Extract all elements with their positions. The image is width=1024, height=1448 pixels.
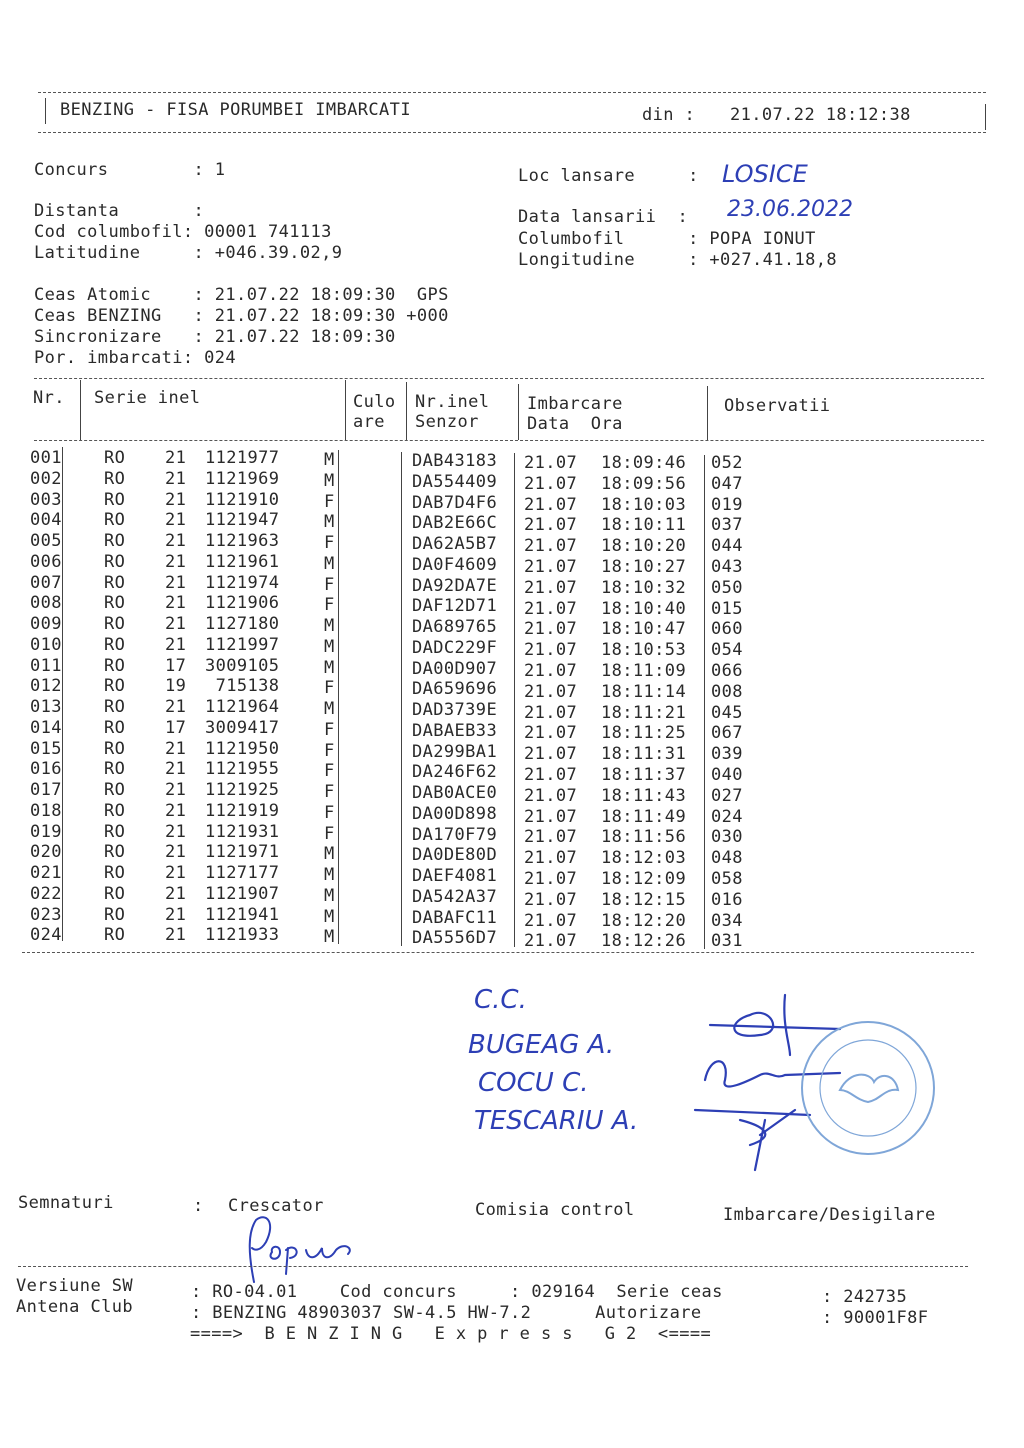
row-ora: 18:11:14 [601,681,687,702]
row-sex: F [324,823,335,844]
col-header-observatii: Observatii [724,396,831,416]
cod-columbofil-field: Cod columbofil: 00001 741113 [34,222,332,242]
row-observatii: 058 [711,869,743,889]
row-senzor: DAB0ACE0 [412,783,498,803]
row-tara: RO [104,863,126,883]
row-data: 21.07 [524,619,578,640]
row-an: 21 [165,821,187,842]
row-inel: 1121910 [205,489,280,510]
row-ora: 18:11:09 [601,661,687,681]
row-ora: 18:11:43 [601,785,687,806]
row-tara: RO [104,697,126,717]
row-data: 21.07 [524,848,578,869]
col-header-imbarcare-1: Imbarcare [527,394,623,414]
row-inel: 1121955 [205,759,280,780]
row-sex: F [324,533,335,553]
row-tara: RO [104,593,126,614]
table-row [0,780,1024,806]
serie-ceas-value: : 242735 [822,1287,908,1307]
row-senzor: DA542A37 [412,886,498,907]
table-row [0,634,1024,661]
row-observatii: 044 [711,536,743,557]
row-tara: RO [104,821,126,842]
row-sex: M [324,865,335,885]
row-sex: F [324,595,335,616]
row-tara: RO [104,655,126,676]
row-ora: 18:12:03 [601,848,687,869]
row-nr: 002 [30,468,62,489]
row-an: 21 [165,697,187,717]
row-an: 21 [165,468,187,489]
row-sex: M [324,553,335,574]
row-sex: M [324,616,335,636]
row-inel: 1121947 [205,510,280,531]
row-tara: RO [104,842,126,863]
row-inel: 1121974 [205,572,280,593]
col-header-nr: Nr. [33,388,65,408]
row-senzor: DA554409 [412,471,498,492]
row-data: 21.07 [524,681,578,702]
row-an: 21 [165,572,187,593]
row-an: 21 [165,925,187,946]
row-nr: 022 [30,883,62,904]
table-row [0,468,1024,494]
row-ora: 18:10:40 [601,598,687,619]
row-ora: 18:12:09 [601,869,687,889]
table-row [0,904,1024,931]
row-ora: 18:12:15 [601,889,687,910]
table-row [0,572,1024,598]
col-divider-culoare-header [406,382,407,440]
row-senzor: DAD3739E [412,700,498,720]
row-sex: M [324,450,335,470]
row-an: 21 [165,904,187,925]
commission-handwritten-3: COCU C. [478,1068,589,1098]
row-senzor: DAB2E66C [412,513,498,534]
row-data: 21.07 [524,806,578,827]
table-row [0,925,1024,952]
row-observatii: 030 [711,827,743,848]
row-ora: 18:10:32 [601,577,687,598]
row-observatii: 027 [711,785,743,806]
row-inel: 1121969 [205,468,280,489]
table-row [0,759,1024,785]
row-nr: 023 [30,904,62,925]
row-observatii: 040 [711,765,743,785]
row-tara: RO [104,489,126,510]
row-an: 21 [165,842,187,863]
row-sex: F [324,678,335,699]
row-an: 17 [165,655,187,676]
row-sex: F [324,802,335,823]
data-lansarii-handwritten: 23.06.2022 [727,197,853,222]
header-right-border [985,104,986,130]
row-observatii: 016 [711,889,743,910]
row-an: 21 [165,448,187,468]
row-tara: RO [104,572,126,593]
row-data: 21.07 [524,765,578,785]
row-inel: 1121931 [205,821,280,842]
row-data: 21.07 [524,494,578,515]
table-row [0,863,1024,889]
row-nr: 019 [30,821,62,842]
row-ora: 18:12:26 [601,931,687,952]
row-data: 21.07 [524,869,578,889]
row-sex: M [324,657,335,678]
row-inel: 1121977 [205,448,280,468]
antena-club-label: Antena Club [16,1297,133,1317]
table-row [0,448,1024,473]
header-left-border [45,98,46,124]
row-nr: 006 [30,551,62,572]
row-nr: 008 [30,593,62,614]
row-nr: 007 [30,572,62,593]
row-nr: 014 [30,717,62,738]
row-senzor: DA0F4609 [412,554,498,575]
commission-stamp [790,1010,940,1170]
row-ora: 18:10:03 [601,494,687,515]
row-data: 21.07 [524,827,578,848]
ceas-atomic-field: Ceas Atomic : 21.07.22 18:09:30 GPS [34,285,449,305]
table-row [0,489,1024,515]
footer-divider [18,1266,968,1267]
row-observatii: 054 [711,640,743,661]
row-tara: RO [104,925,126,946]
row-an: 21 [165,800,187,821]
row-data: 21.07 [524,702,578,723]
table-row [0,800,1024,827]
table-row [0,655,1024,681]
row-observatii: 043 [711,557,743,577]
row-observatii: 019 [711,494,743,515]
row-ora: 18:12:20 [601,910,687,931]
table-row [0,676,1024,702]
row-an: 21 [165,531,187,551]
row-sex: M [324,636,335,657]
row-inel: 1121933 [205,925,280,946]
ceas-benzing-field: Ceas BENZING : 21.07.22 18:09:30 +000 [34,306,449,326]
row-inel: 1121925 [205,780,280,800]
row-ora: 18:10:11 [601,515,687,536]
row-data: 21.07 [524,577,578,598]
row-ora: 18:10:20 [601,536,687,557]
din-label: din : [642,105,696,125]
row-observatii: 024 [711,806,743,827]
row-nr: 012 [30,676,62,697]
row-nr: 009 [30,614,62,634]
row-sex: M [324,699,335,719]
table-row [0,717,1024,744]
row-an: 21 [165,489,187,510]
row-ora: 18:09:56 [601,473,687,494]
crescator-label: Crescator [228,1196,324,1216]
row-ora: 18:11:56 [601,827,687,848]
longitudine-field: Longitudine : +027.41.18,8 [518,250,838,270]
row-senzor: DAB7D4F6 [412,492,498,513]
row-sex: M [324,844,335,865]
row-data: 21.07 [524,640,578,661]
row-inel: 1121963 [205,531,280,551]
page-title: BENZING - FISA PORUMBEI IMBARCATI [60,100,411,120]
row-observatii: 067 [711,723,743,744]
sincronizare-field: Sincronizare : 21.07.22 18:09:30 [34,327,396,347]
row-tara: RO [104,883,126,904]
semnaturi-colon: : [193,1196,204,1216]
row-inel: 3009105 [205,655,280,676]
row-nr: 015 [30,738,62,759]
row-sex: F [324,740,335,761]
row-observatii: 066 [711,661,743,681]
row-ora: 18:10:27 [601,557,687,577]
row-data: 21.07 [524,536,578,557]
semnaturi-label: Semnaturi [18,1193,114,1213]
row-an: 21 [165,593,187,614]
header-top-border [38,92,986,93]
row-an: 21 [165,738,187,759]
row-tara: RO [104,448,126,468]
loc-lansare-field: Loc lansare : [518,166,699,186]
row-an: 21 [165,614,187,634]
footer-line-1: : RO-04.01 Cod concurs : 029164 Serie ceas [191,1282,723,1302]
row-observatii: 047 [711,473,743,494]
row-observatii: 037 [711,515,743,536]
row-observatii: 015 [711,598,743,619]
row-inel: 1121971 [205,842,280,863]
table-top-border [34,378,984,379]
table-row [0,614,1024,640]
row-sex: F [324,719,335,740]
row-inel: 1121941 [205,904,280,925]
row-sex: F [324,491,335,512]
loc-lansare-handwritten: LOSICE [722,160,808,188]
table-row [0,531,1024,557]
row-observatii: 008 [711,681,743,702]
row-nr: 001 [30,448,62,468]
row-data: 21.07 [524,931,578,952]
row-nr: 017 [30,780,62,800]
col-header-culoare-1: Culo [353,392,396,412]
row-observatii: 050 [711,577,743,598]
row-inel: 1127180 [205,614,280,634]
row-tara: RO [104,676,126,697]
latitudine-field: Latitudine : +046.39.02,9 [34,243,343,263]
row-senzor: DAEF4081 [412,866,498,886]
row-senzor: DABAEB33 [412,720,498,741]
row-senzor: DA00D898 [412,803,498,824]
row-senzor: DADC229F [412,637,498,658]
row-senzor: DA0DE80D [412,845,498,866]
versiune-sw-label: Versiune SW [16,1276,133,1296]
row-observatii: 031 [711,931,743,952]
row-data: 21.07 [524,598,578,619]
row-nr: 016 [30,759,62,780]
table-row [0,593,1024,619]
row-inel: 1121997 [205,634,280,655]
row-senzor: DA00D907 [412,658,498,679]
row-data: 21.07 [524,785,578,806]
row-ora: 18:11:31 [601,744,687,765]
row-ora: 18:11:21 [601,702,687,723]
row-ora: 18:11:37 [601,765,687,785]
row-nr: 021 [30,863,62,883]
row-inel: 715138 [205,676,280,697]
row-nr: 005 [30,531,62,551]
distanta-field: Distanta : [34,201,205,221]
row-inel: 1127177 [205,863,280,883]
row-tara: RO [104,717,126,738]
commission-handwritten-2: BUGEAG A. [468,1030,615,1060]
row-sex: M [324,885,335,906]
row-observatii: 060 [711,619,743,640]
row-tara: RO [104,468,126,489]
row-senzor: DABAFC11 [412,907,498,928]
row-tara: RO [104,759,126,780]
row-nr: 010 [30,634,62,655]
col-divider-nrinel-header [518,384,519,440]
table-row [0,883,1024,910]
row-an: 21 [165,780,187,800]
row-tara: RO [104,551,126,572]
row-sex: M [324,927,335,948]
row-observatii: 039 [711,744,743,765]
benzing-express-banner: ====> B E N Z I N G E x p r e s s G 2 <==== [190,1324,712,1344]
row-sex: F [324,782,335,802]
table-bottom-border [22,952,974,953]
col-header-nrinel-2: Senzor [415,412,479,432]
table-row [0,551,1024,577]
row-senzor: DAF12D71 [412,596,498,617]
col-divider-serie-header [345,380,346,440]
table-row [0,842,1024,869]
row-tara: RO [104,780,126,800]
row-data: 21.07 [524,557,578,577]
table-header-divider [34,440,984,441]
row-an: 21 [165,634,187,655]
row-nr: 011 [30,655,62,676]
concurs-field: Concurs : 1 [34,160,226,180]
row-an: 19 [165,676,187,697]
col-divider-nr-header [80,380,81,440]
commission-handwritten-4: TESCARIU A. [474,1106,639,1136]
row-senzor: DA5556D7 [412,928,498,949]
row-inel: 3009417 [205,717,280,738]
row-nr: 024 [30,925,62,946]
footer-line-2: : BENZING 48903037 SW-4.5 HW-7.2 Autorizare [191,1303,702,1323]
row-nr: 020 [30,842,62,863]
row-ora: 18:09:46 [601,453,687,473]
row-inel: 1121919 [205,800,280,821]
header-bottom-border [38,132,986,133]
col-header-culoare-2: are [353,412,385,432]
row-ora: 18:10:53 [601,640,687,661]
row-an: 21 [165,863,187,883]
row-senzor: DA299BA1 [412,741,498,762]
crescator-signature-image [236,1212,366,1287]
row-senzor: DA92DA7E [412,575,498,596]
row-sex: M [324,512,335,533]
row-sex: F [324,761,335,782]
row-senzor: DA246F62 [412,762,498,783]
row-ora: 18:11:49 [601,806,687,827]
row-tara: RO [104,800,126,821]
row-sex: M [324,906,335,927]
row-nr: 004 [30,510,62,531]
columbofil-field: Columbofil : POPA IONUT [518,229,816,249]
commission-handwritten-1: C.C. [474,985,527,1015]
row-observatii: 048 [711,848,743,869]
porumbei-imbarcati-field: Por. imbarcati: 024 [34,348,237,368]
row-tara: RO [104,614,126,634]
row-sex: M [324,470,335,491]
row-tara: RO [104,634,126,655]
row-inel: 1121906 [205,593,280,614]
row-observatii: 045 [711,702,743,723]
row-sex: F [324,574,335,595]
row-nr: 003 [30,489,62,510]
data-lansarii-field: Data lansarii : [518,207,689,227]
row-senzor: DA659696 [412,679,498,700]
row-observatii: 052 [711,453,743,473]
row-data: 21.07 [524,453,578,473]
row-data: 21.07 [524,723,578,744]
row-an: 21 [165,551,187,572]
table-row [0,821,1024,848]
table-row [0,697,1024,723]
row-tara: RO [104,738,126,759]
col-header-imbarcare-2: Data Ora [527,414,623,434]
row-data: 21.07 [524,889,578,910]
autorizare-value: : 90001F8F [822,1308,929,1328]
row-an: 21 [165,759,187,780]
row-inel: 1121961 [205,551,280,572]
row-ora: 18:10:47 [601,619,687,640]
row-senzor: DA62A5B7 [412,534,498,554]
imbarcare-desigilare-label: Imbarcare/Desigilare [723,1205,936,1225]
row-inel: 1121950 [205,738,280,759]
row-data: 21.07 [524,744,578,765]
col-header-nrinel-1: Nr.inel [415,392,490,412]
table-row [0,510,1024,536]
row-tara: RO [104,510,126,531]
row-data: 21.07 [524,473,578,494]
row-data: 21.07 [524,910,578,931]
row-tara: RO [104,904,126,925]
col-divider-imbarcare-header [707,386,708,440]
row-data: 21.07 [524,661,578,681]
row-nr: 018 [30,800,62,821]
din-value: 21.07.22 18:12:38 [730,105,911,125]
row-inel: 1121964 [205,697,280,717]
row-ora: 18:11:25 [601,723,687,744]
row-senzor: DA170F79 [412,824,498,845]
comisia-control-label: Comisia control [475,1200,635,1220]
row-nr: 013 [30,697,62,717]
row-inel: 1121907 [205,883,280,904]
row-an: 17 [165,717,187,738]
row-senzor: DAB43183 [412,451,498,471]
table-row [0,738,1024,765]
row-observatii: 034 [711,910,743,931]
row-data: 21.07 [524,515,578,536]
col-header-serie: Serie inel [94,388,201,408]
row-an: 21 [165,883,187,904]
row-tara: RO [104,531,126,551]
row-an: 21 [165,510,187,531]
row-senzor: DA689765 [412,617,498,637]
